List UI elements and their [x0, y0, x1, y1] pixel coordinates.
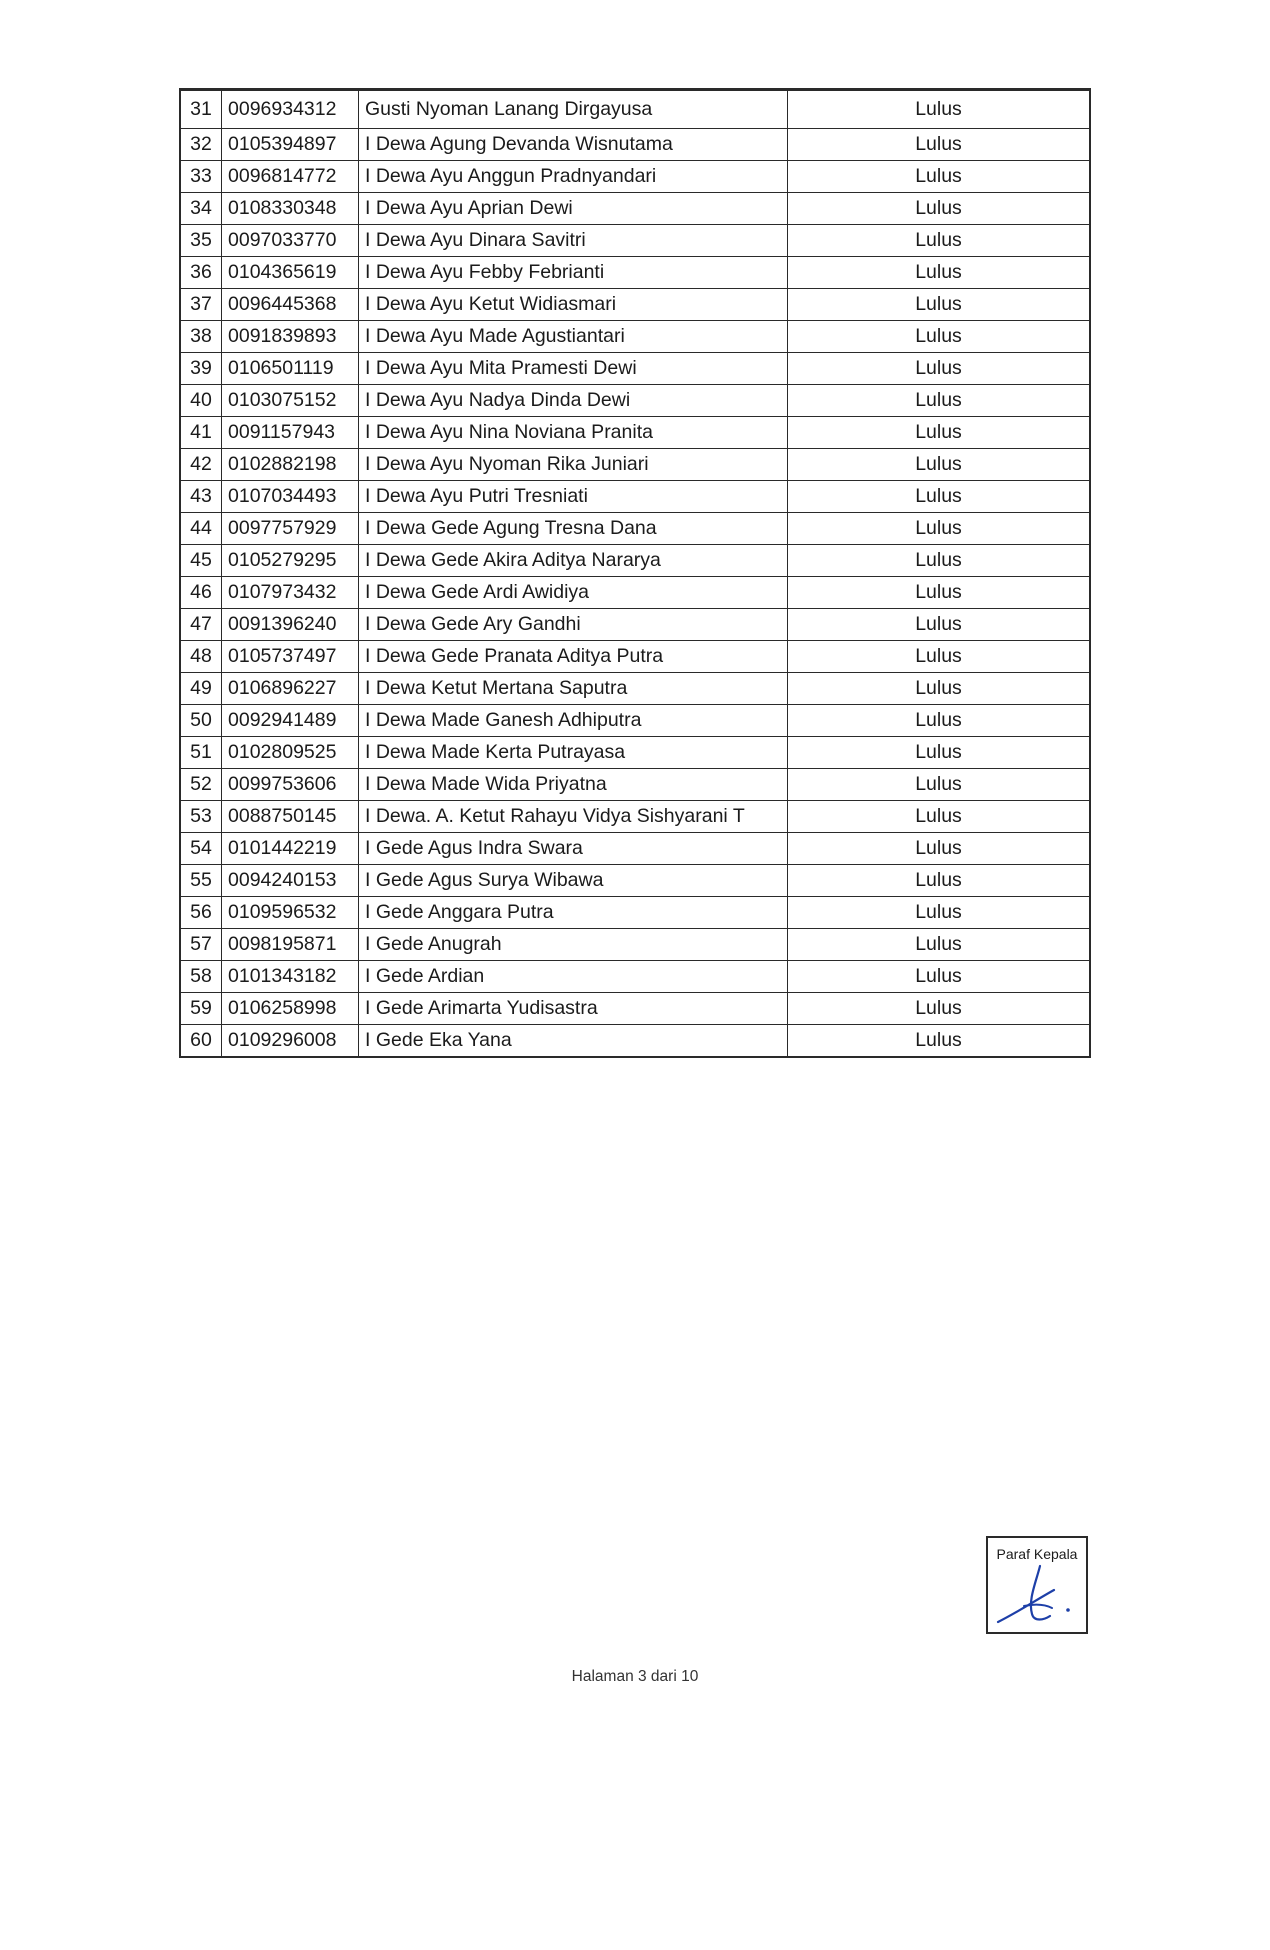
table-row [180, 577, 1090, 609]
nisn-cell: 0105279295 [222, 545, 359, 577]
row-number-cell: 42 [180, 449, 222, 481]
student-name-cell: I Dewa Ayu Made Agustiantari [359, 321, 788, 353]
student-name-cell: Gusti Nyoman Lanang Dirgayusa [359, 90, 788, 129]
nisn-cell: 0096934312 [222, 90, 359, 129]
nisn-cell: 0102882198 [222, 449, 359, 481]
nisn-cell: 0091839893 [222, 321, 359, 353]
row-number-cell: 40 [180, 385, 222, 417]
table-row [180, 481, 1090, 513]
nisn-cell: 0106258998 [222, 993, 359, 1025]
table-row [180, 449, 1090, 481]
row-number-cell: 41 [180, 417, 222, 449]
table-row [180, 90, 1090, 129]
student-name-cell: I Dewa Gede Pranata Aditya Putra [359, 641, 788, 673]
table-row [180, 641, 1090, 673]
row-number-cell: 36 [180, 257, 222, 289]
student-name-cell: I Dewa Gede Ary Gandhi [359, 609, 788, 641]
status-cell: Lulus [788, 321, 1091, 353]
nisn-cell: 0109296008 [222, 1025, 359, 1058]
student-name-cell: I Dewa Ayu Dinara Savitri [359, 225, 788, 257]
table-row [180, 961, 1090, 993]
nisn-cell: 0096814772 [222, 161, 359, 193]
nisn-cell: 0108330348 [222, 193, 359, 225]
student-name-cell: I Dewa Gede Akira Aditya Nararya [359, 545, 788, 577]
row-number-cell: 60 [180, 1025, 222, 1058]
table-row [180, 993, 1090, 1025]
student-name-cell: I Dewa Made Ganesh Adhiputra [359, 705, 788, 737]
nisn-cell: 0102809525 [222, 737, 359, 769]
student-name-cell: I Dewa Ayu Anggun Pradnyandari [359, 161, 788, 193]
student-name-cell: I Dewa. A. Ketut Rahayu Vidya Sishyarani T [359, 801, 788, 833]
status-cell: Lulus [788, 865, 1091, 897]
status-cell: Lulus [788, 705, 1091, 737]
nisn-cell: 0099753606 [222, 769, 359, 801]
status-cell: Lulus [788, 90, 1091, 129]
table-row [180, 769, 1090, 801]
status-cell: Lulus [788, 801, 1091, 833]
row-number-cell: 55 [180, 865, 222, 897]
table-row [180, 257, 1090, 289]
status-cell: Lulus [788, 641, 1091, 673]
status-cell: Lulus [788, 833, 1091, 865]
row-number-cell: 49 [180, 673, 222, 705]
table-row [180, 545, 1090, 577]
student-name-cell: I Gede Arimarta Yudisastra [359, 993, 788, 1025]
row-number-cell: 43 [180, 481, 222, 513]
row-number-cell: 48 [180, 641, 222, 673]
status-cell: Lulus [788, 193, 1091, 225]
row-number-cell: 33 [180, 161, 222, 193]
row-number-cell: 51 [180, 737, 222, 769]
nisn-cell: 0101343182 [222, 961, 359, 993]
paraf-kepala-box [986, 1536, 1088, 1634]
row-number-cell: 52 [180, 769, 222, 801]
graduation-results-table [179, 88, 1091, 1058]
row-number-cell: 32 [180, 129, 222, 161]
row-number-cell: 56 [180, 897, 222, 929]
table-row [180, 161, 1090, 193]
student-name-cell: I Dewa Made Kerta Putrayasa [359, 737, 788, 769]
status-cell: Lulus [788, 769, 1091, 801]
row-number-cell: 58 [180, 961, 222, 993]
table-row [180, 513, 1090, 545]
student-name-cell: I Dewa Ayu Febby Febrianti [359, 257, 788, 289]
table-row [180, 353, 1090, 385]
table-row [180, 225, 1090, 257]
nisn-cell: 0101442219 [222, 833, 359, 865]
table-row [180, 801, 1090, 833]
nisn-cell: 0091396240 [222, 609, 359, 641]
status-cell: Lulus [788, 737, 1091, 769]
table-row [180, 193, 1090, 225]
row-number-cell: 44 [180, 513, 222, 545]
status-cell: Lulus [788, 545, 1091, 577]
student-name-cell: I Dewa Ayu Aprian Dewi [359, 193, 788, 225]
student-name-cell: I Dewa Ketut Mertana Saputra [359, 673, 788, 705]
signature-icon [988, 1538, 1090, 1636]
table-row [180, 385, 1090, 417]
table-row [180, 833, 1090, 865]
nisn-cell: 0088750145 [222, 801, 359, 833]
nisn-cell: 0096445368 [222, 289, 359, 321]
status-cell: Lulus [788, 513, 1091, 545]
nisn-cell: 0091157943 [222, 417, 359, 449]
table-row [180, 1025, 1090, 1058]
nisn-cell: 0092941489 [222, 705, 359, 737]
table-row [180, 737, 1090, 769]
student-name-cell: I Gede Ardian [359, 961, 788, 993]
status-cell: Lulus [788, 129, 1091, 161]
student-name-cell: I Gede Anggara Putra [359, 897, 788, 929]
student-name-cell: I Dewa Gede Ardi Awidiya [359, 577, 788, 609]
student-name-cell: I Dewa Ayu Nina Noviana Pranita [359, 417, 788, 449]
row-number-cell: 38 [180, 321, 222, 353]
row-number-cell: 34 [180, 193, 222, 225]
student-name-cell: I Dewa Ayu Ketut Widiasmari [359, 289, 788, 321]
row-number-cell: 45 [180, 545, 222, 577]
row-number-cell: 50 [180, 705, 222, 737]
student-name-cell: I Dewa Ayu Mita Pramesti Dewi [359, 353, 788, 385]
table-row [180, 289, 1090, 321]
row-number-cell: 46 [180, 577, 222, 609]
nisn-cell: 0094240153 [222, 865, 359, 897]
table-row [180, 417, 1090, 449]
student-name-cell: I Gede Agus Surya Wibawa [359, 865, 788, 897]
nisn-cell: 0104365619 [222, 257, 359, 289]
status-cell: Lulus [788, 481, 1091, 513]
nisn-cell: 0103075152 [222, 385, 359, 417]
nisn-cell: 0098195871 [222, 929, 359, 961]
nisn-cell: 0097033770 [222, 225, 359, 257]
table-row [180, 897, 1090, 929]
row-number-cell: 59 [180, 993, 222, 1025]
student-name-cell: I Dewa Ayu Nyoman Rika Juniari [359, 449, 788, 481]
table-row [180, 865, 1090, 897]
status-cell: Lulus [788, 417, 1091, 449]
status-cell: Lulus [788, 897, 1091, 929]
student-name-cell: I Dewa Ayu Nadya Dinda Dewi [359, 385, 788, 417]
status-cell: Lulus [788, 961, 1091, 993]
student-name-cell: I Gede Agus Indra Swara [359, 833, 788, 865]
status-cell: Lulus [788, 673, 1091, 705]
status-cell: Lulus [788, 225, 1091, 257]
nisn-cell: 0107973432 [222, 577, 359, 609]
page-number: Halaman 3 dari 10 [571, 1668, 699, 1685]
row-number-cell: 54 [180, 833, 222, 865]
table-row [180, 609, 1090, 641]
status-cell: Lulus [788, 385, 1091, 417]
status-cell: Lulus [788, 577, 1091, 609]
student-name-cell: I Gede Anugrah [359, 929, 788, 961]
status-cell: Lulus [788, 993, 1091, 1025]
nisn-cell: 0105737497 [222, 641, 359, 673]
nisn-cell: 0097757929 [222, 513, 359, 545]
row-number-cell: 35 [180, 225, 222, 257]
row-number-cell: 47 [180, 609, 222, 641]
student-name-cell: I Dewa Gede Agung Tresna Dana [359, 513, 788, 545]
student-name-cell: I Dewa Ayu Putri Tresniati [359, 481, 788, 513]
row-number-cell: 39 [180, 353, 222, 385]
table-row [180, 129, 1090, 161]
table-row [180, 929, 1090, 961]
status-cell: Lulus [788, 1025, 1091, 1058]
student-name-cell: I Gede Eka Yana [359, 1025, 788, 1058]
student-name-cell: I Dewa Made Wida Priyatna [359, 769, 788, 801]
nisn-cell: 0107034493 [222, 481, 359, 513]
nisn-cell: 0106896227 [222, 673, 359, 705]
nisn-cell: 0106501119 [222, 353, 359, 385]
row-number-cell: 57 [180, 929, 222, 961]
row-number-cell: 37 [180, 289, 222, 321]
nisn-cell: 0109596532 [222, 897, 359, 929]
table-row [180, 321, 1090, 353]
status-cell: Lulus [788, 609, 1091, 641]
status-cell: Lulus [788, 289, 1091, 321]
nisn-cell: 0105394897 [222, 129, 359, 161]
status-cell: Lulus [788, 161, 1091, 193]
paraf-label: Paraf Kepala [996, 1546, 1078, 1562]
table-body [180, 90, 1090, 1058]
table-row [180, 673, 1090, 705]
row-number-cell: 53 [180, 801, 222, 833]
table-row [180, 705, 1090, 737]
student-name-cell: I Dewa Agung Devanda Wisnutama [359, 129, 788, 161]
row-number-cell: 31 [180, 90, 222, 129]
status-cell: Lulus [788, 449, 1091, 481]
status-cell: Lulus [788, 929, 1091, 961]
status-cell: Lulus [788, 353, 1091, 385]
status-cell: Lulus [788, 257, 1091, 289]
